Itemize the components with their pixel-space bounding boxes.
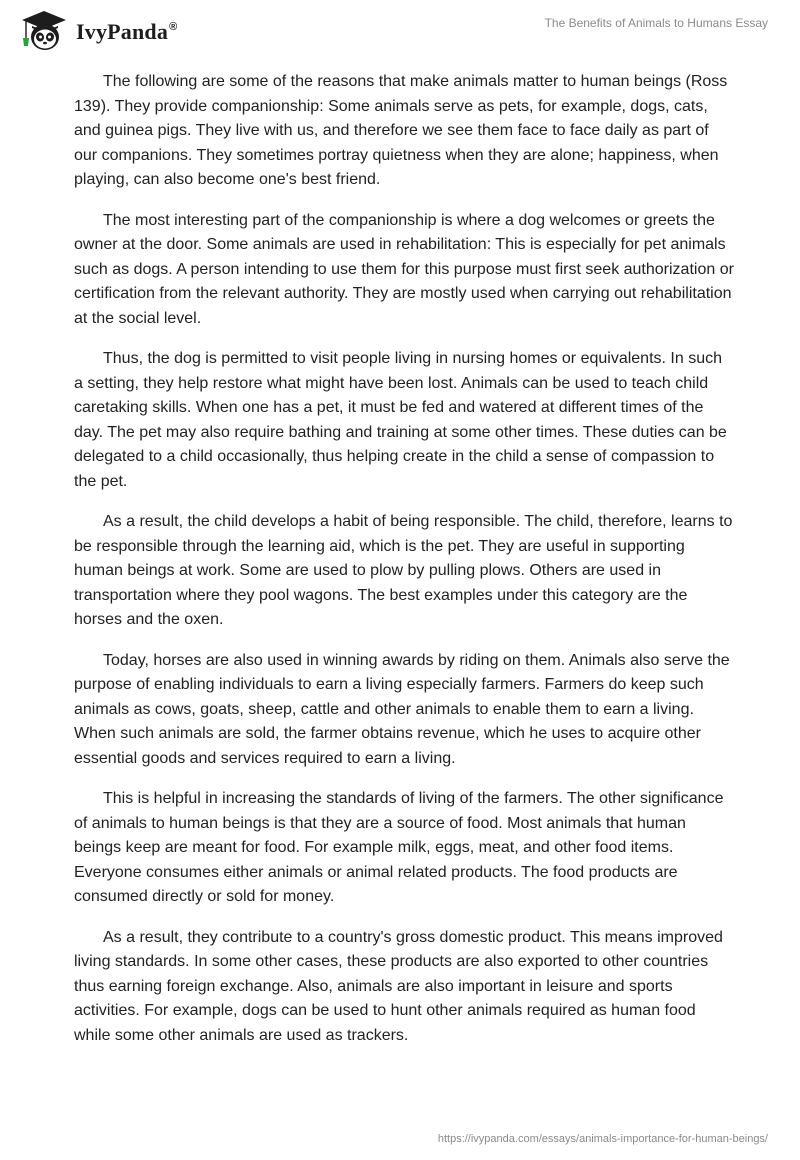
paragraph: As a result, the child develops a habit of being responsible. The child, therefore, learns to be responsible through the learning aid, which is the pet. They are useful in supporting human beings at work. Some are used to plow by pulling plows. Others are used in transportation where they pool wagons. The best examples under this category are the horses and the oxen.: [74, 513, 733, 628]
ivypanda-logo[interactable]: [14, 8, 177, 54]
document-title: The Benefits of Animals to Humans Essay: [544, 16, 768, 30]
paragraph: This is helpful in increasing the standards of living of the farmers. The other significance of animals to human beings is that they are a source of food. Most animals that human beings keep are meant for food. For example milk, eggs, meat, and other food items. Everyone consumes either animals or animal related products. The food products are consumed directly or sold for money.: [74, 790, 724, 905]
paragraph: Thus, the dog is permitted to visit people living in nursing homes or equivalents. In such a setting, they help restore what might have been lost. Animals can be used to teach child caretaking skills. When one has a pet, it must be fed and watered at different times of the day. The pet may also require bathing and training at some other times. These duties can be delegated to a child occasionally, thus helping create in the child a sense of compassion to the pet.: [74, 350, 727, 490]
page-header: [0, 0, 800, 60]
registered-mark: ®: [169, 21, 178, 33]
paragraph: As a result, they contribute to a country's gross domestic product. This means improved living standards. In some other cases, these products are also exported to other countries thus earning foreign exchange. Also, animals are also important in leisure and sports activities. For example, dogs can be used to hunt other animals required as human food while some other animals are used as trackers.: [74, 928, 723, 1044]
paragraph: Today, horses are also used in winning awards by riding on them. Animals also serve the purpose of enabling individuals to earn a living especially farmers. Farmers do keep such animals as cows, goats, sheep, cattle and other animals to enable them to earn a living. When such animals are sold, the farmer obtains revenue, which he uses to acquire other essential goods and services required to earn a living.: [74, 651, 730, 767]
paragraph: The following are some of the reasons that make animals matter to human beings (Ross 139). They provide companionship: Some animals serve as pets, for example, dogs, cats, and guinea pigs. They live with us, and therefore we see them face to face daily as part of our companions. They sometimes portray quietness when they are alone; happiness, when playing, can also become one's best friend.: [74, 73, 728, 188]
source-url[interactable]: https://ivypanda.com/essays/animals-importance-for-human-beings/: [437, 1133, 768, 1145]
panda-graduation-cap-icon: [14, 8, 70, 54]
brand-name: IvyPanda®: [76, 19, 178, 44]
paragraph: The most interesting part of the companionship is where a dog welcomes or greets the owner at the door. Some animals are used in rehabilitation: This is especially for pet animals such as dogs. A person intending to use them for this purpose must first seek authorization or certification from the relevant authority. They are mostly used when carrying out rehabilitation at the social level.: [74, 211, 734, 327]
essay-body: [74, 70, 734, 1064]
